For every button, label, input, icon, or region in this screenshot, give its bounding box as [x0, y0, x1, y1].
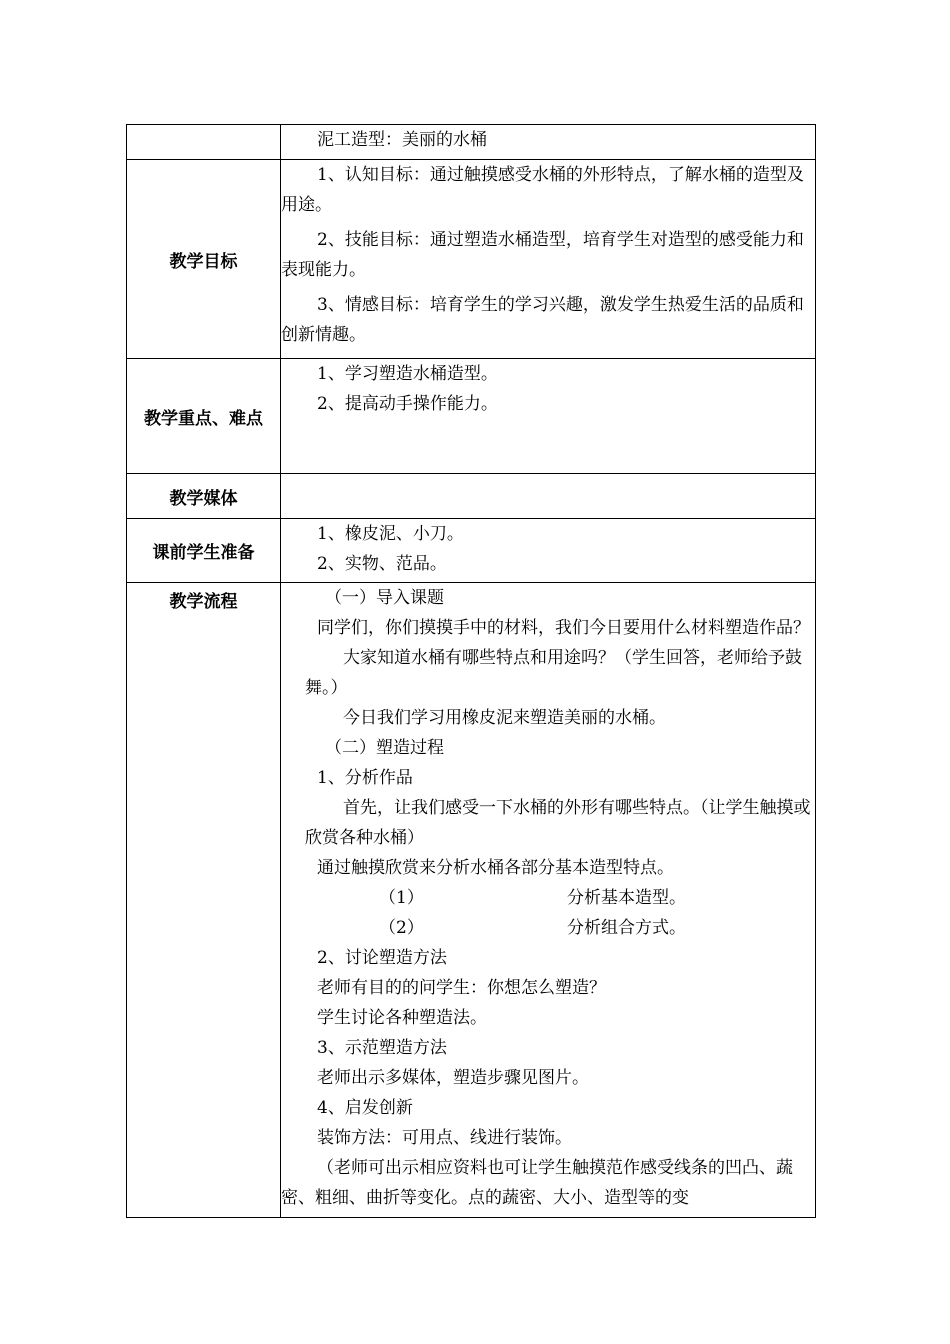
process-line: 老师有目的的问学生：你想怎么塑造？ — [317, 978, 606, 998]
preparation-label: 课前学生准备 — [127, 519, 281, 583]
media-row — [127, 474, 816, 519]
sub-item — [281, 913, 815, 943]
sub-item-text: 分析组合方式。 — [567, 918, 686, 938]
media-content — [281, 474, 816, 519]
title-row-label — [127, 125, 281, 160]
objectives-label: 教学目标 — [127, 160, 281, 359]
key-points-label: 教学重点、难点 — [127, 359, 281, 474]
process-line: 通过触摸欣赏来分析水桶各部分基本造型特点。 — [317, 858, 674, 878]
preparation-row — [127, 519, 816, 583]
objective-item: 3、情感目标：培育学生的学习兴趣，激发学生热爱生活的品质和创新情趣。 — [281, 295, 804, 345]
process-heading: 3、示范塑造方法 — [317, 1038, 447, 1058]
process-line: 大家知道水桶有哪些特点和用途吗？（学生回答，老师给予鼓舞。） — [305, 648, 802, 698]
process-content — [281, 583, 816, 1218]
sub-item-text: 分析基本造型。 — [567, 888, 686, 908]
title-row — [127, 125, 816, 160]
sub-item-number: （1） — [379, 888, 424, 908]
process-line: 首先，让我们感受一下水桶的外形有哪些特点。（让学生触摸或欣赏各种水桶） — [305, 798, 811, 848]
key-point-item: 2、提高动手操作能力。 — [317, 394, 498, 414]
preparation-content — [281, 519, 816, 583]
process-line: （老师可出示相应资料也可让学生触摸范作感受线条的凹凸、蔬密、粗细、曲折等变化。点的蔬密、大小、造型等的变 — [281, 1158, 793, 1208]
process-heading: 2、讨论塑造方法 — [317, 948, 447, 968]
process-line: 同学们，你们摸摸手中的材料，我们今日要用什么材料塑造作品？ — [317, 618, 810, 638]
process-heading: （一）导入课题 — [325, 588, 444, 608]
objectives-content — [281, 160, 816, 359]
objective-item: 1、认知目标：通过触摸感受水桶的外形特点，了解水桶的造型及用途。 — [281, 165, 804, 215]
process-heading: 4、启发创新 — [317, 1098, 413, 1118]
objective-item: 2、技能目标：通过塑造水桶造型，培育学生对造型的感受能力和表现能力。 — [281, 230, 804, 280]
preparation-item: 2、实物、范品。 — [317, 554, 447, 574]
process-heading: 1、分析作品 — [317, 768, 413, 788]
media-label: 教学媒体 — [127, 474, 281, 519]
process-line: 今日我们学习用橡皮泥来塑造美丽的水桶。 — [343, 708, 666, 728]
sub-item-number: （2） — [379, 918, 424, 938]
process-line: 老师出示多媒体，塑造步骤见图片。 — [317, 1068, 589, 1088]
preparation-item: 1、橡皮泥、小刀。 — [317, 524, 464, 544]
process-row — [127, 583, 816, 1218]
lesson-title: 泥工造型：美丽的水桶 — [281, 125, 816, 160]
key-point-item: 1、学习塑造水桶造型。 — [317, 364, 498, 384]
key-points-row — [127, 359, 816, 474]
process-label: 教学流程 — [127, 583, 281, 1218]
process-line: 装饰方法：可用点、线进行装饰。 — [317, 1128, 572, 1148]
process-line: 学生讨论各种塑造法。 — [317, 1008, 487, 1028]
sub-item — [281, 883, 815, 913]
lesson-plan-table — [126, 124, 816, 1218]
objectives-row — [127, 160, 816, 359]
key-points-content — [281, 359, 816, 474]
process-heading: （二）塑造过程 — [325, 738, 444, 758]
